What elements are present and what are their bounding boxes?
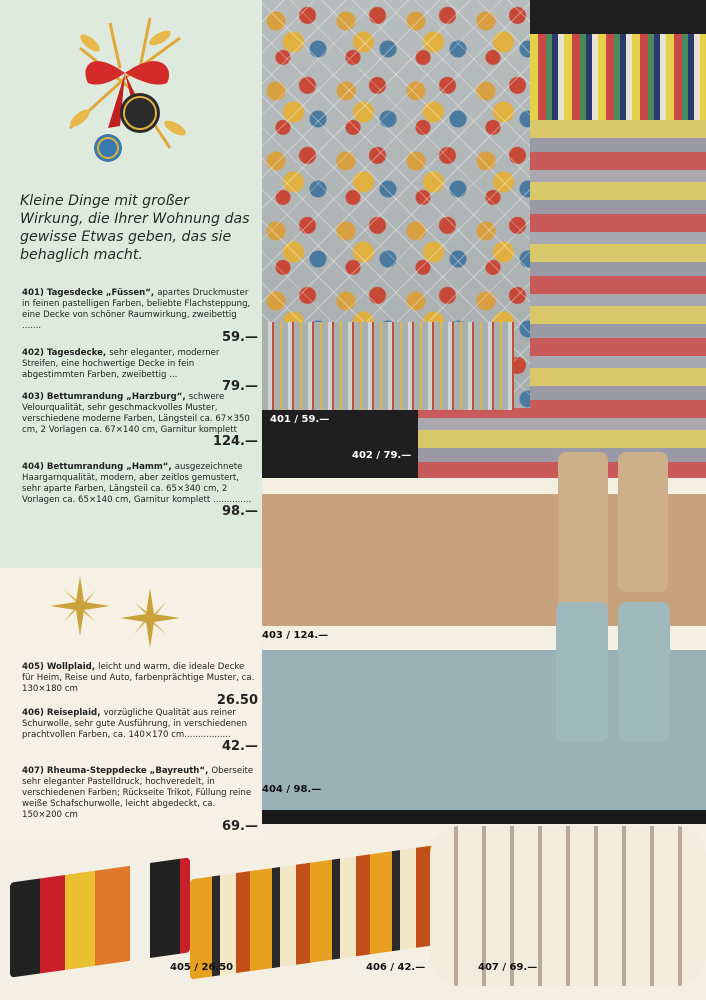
bedspread-ruffle-image xyxy=(262,322,514,410)
rug-roll-image xyxy=(558,452,608,620)
item-number: 403) xyxy=(22,392,44,402)
item-name: Bettumrandung „Harzburg“, xyxy=(46,392,186,402)
item-price: 98.— xyxy=(221,504,258,519)
item-desc: leicht und warm, die ideale Decke für Heim, Reise und Auto, farbenprächtige Muster, ca. 130×180 cm xyxy=(22,662,255,694)
item-price: 59.— xyxy=(221,330,258,345)
item-price: 26.50 xyxy=(216,693,258,708)
item-name: Tagesdecke „Füssen“, xyxy=(46,288,155,298)
caption-401: 401 / 59.— xyxy=(270,414,330,425)
item-desc: ausgezeichnete Haargarnqualität, modern, aber zeitlos gemustert, sehr aparte Farben, Längsteil ca. 65×340 cm, 2 Vorlagen ca. 65×140 cm, Garnitur komplett .............. xyxy=(22,462,252,505)
caption-406: 406 / 42.— xyxy=(366,962,426,973)
item-401 xyxy=(22,288,258,344)
item-number: 404) xyxy=(22,462,44,472)
gold-stars-icon xyxy=(48,574,188,654)
item-404 xyxy=(22,462,258,518)
item-name: Wollplaid, xyxy=(46,662,96,672)
item-406 xyxy=(22,708,258,753)
item-number: 406) xyxy=(22,708,44,718)
item-name: Rheuma-Steppdecke „Bayreuth“, xyxy=(46,766,209,776)
caption-407: 407 / 69.— xyxy=(478,962,538,973)
item-name: Reiseplaid, xyxy=(46,708,101,718)
item-price: 69.— xyxy=(221,819,258,834)
rug-roll-image xyxy=(556,602,608,742)
item-desc: apartes Druckmuster in feinen pastelligen Farben, beliebte Flachsteppung, eine Decke von schöner Raumwirkung, zweibettig ....... xyxy=(22,288,251,331)
item-402 xyxy=(22,348,258,393)
caption-404: 404 / 98.— xyxy=(262,784,322,795)
striped-fringe-image xyxy=(530,34,706,120)
caption-402: 402 / 79.— xyxy=(352,450,412,461)
caption-403: 403 / 124.— xyxy=(262,630,329,641)
item-price: 79.— xyxy=(221,379,258,394)
item-403 xyxy=(22,392,258,448)
quilted-blanket-image xyxy=(430,826,706,986)
item-price: 42.— xyxy=(221,739,258,754)
item-407 xyxy=(22,766,258,833)
item-number: 401) xyxy=(22,288,44,298)
rug-roll-image xyxy=(618,602,670,742)
item-number: 402) xyxy=(22,348,44,358)
rug-roll-image xyxy=(618,452,668,592)
item-405 xyxy=(22,662,258,707)
black-bar xyxy=(262,810,706,824)
item-desc: schwere Velourqualität, sehr geschmackvolles Muster, verschiedene moderne Farben, Längsteil ca. 67×350 cm, 2 Vorlagen ca. 67×140 cm, Garnitur komplett xyxy=(22,392,250,435)
item-desc: vorzügliche Qualität aus reiner Schurwolle, sehr gute Ausführung, in verschiedenen prachtvollen Farben, ca. 140×170 cm................. xyxy=(22,708,247,740)
item-desc: sehr eleganter, moderner Streifen, eine hochwertige Decke in fein abgestimmten Farben, zweibettig ... xyxy=(22,348,220,380)
item-number: 405) xyxy=(22,662,44,672)
item-number: 407) xyxy=(22,766,44,776)
item-name: Bettumrandung „Hamm“, xyxy=(46,462,172,472)
christmas-ornament-icon xyxy=(50,8,200,173)
item-name: Tagesdecke, xyxy=(46,348,107,358)
item-price: 124.— xyxy=(212,434,258,449)
intro-text: Kleine Dinge mit großer Wirkung, die Ihrer Wohnung das gewisse Etwas geben, das sie behaglich macht. xyxy=(20,193,250,263)
caption-405: 405 / 26.50 xyxy=(170,962,234,973)
item-desc: Oberseite sehr eleganter Pastelldruck, hochveredelt, in verschiedenen Farben; Rückseite Trikot, Füllung reine weiße Schafschurwolle, leicht abgedeckt, ca. 150×200 cm xyxy=(22,766,254,820)
